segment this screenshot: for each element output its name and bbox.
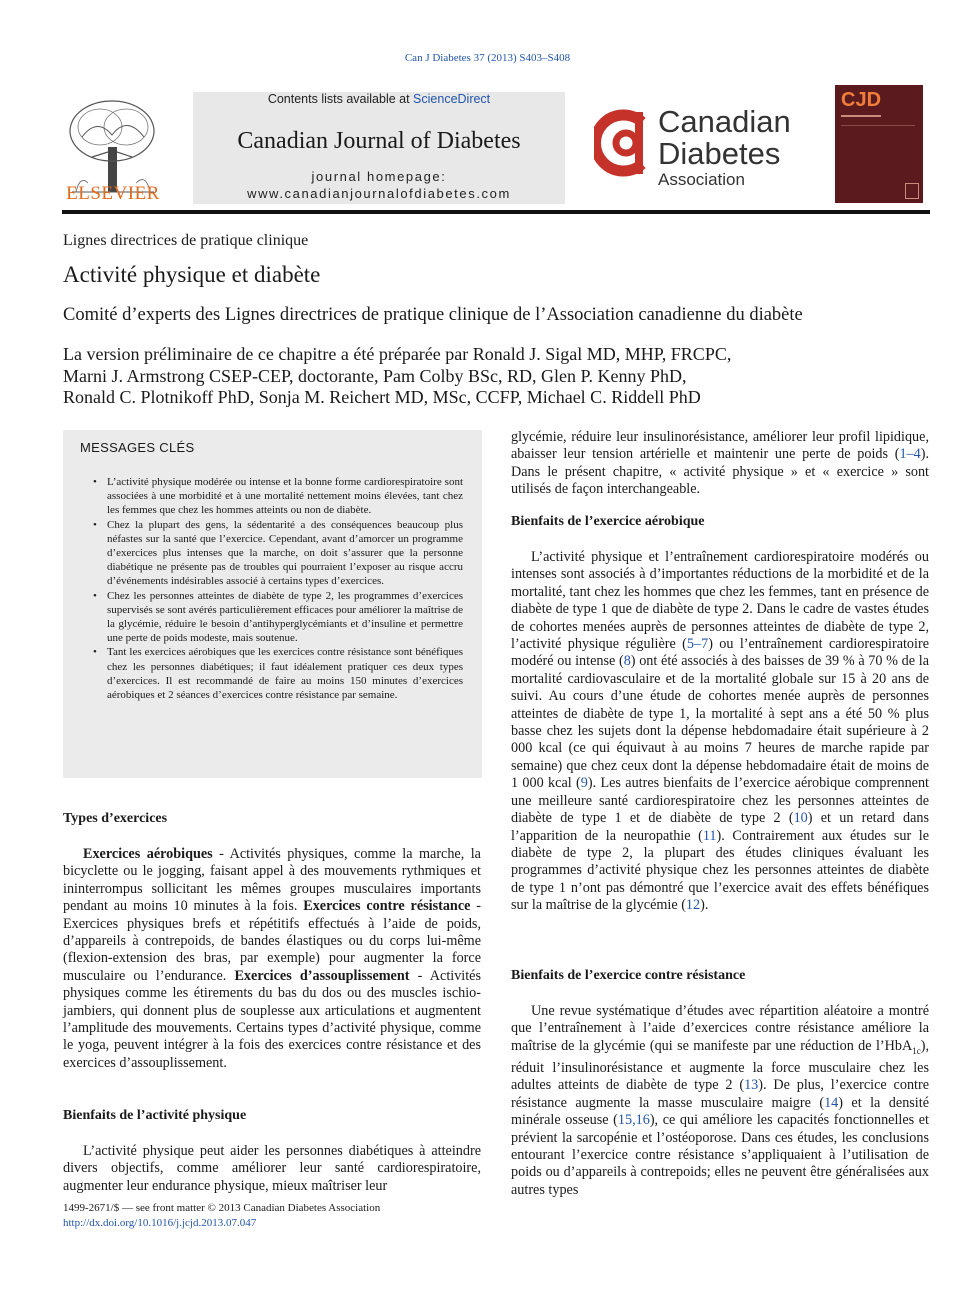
cover-elsevier-mark — [905, 183, 919, 199]
text-span: Une revue systématique d’études avec répartition aléatoire a montré que l’entraînement à l’aide d’exercices contre résistance améliore la maîtrise de la glycémie (qui se manifeste par une réduction de l’HbA — [511, 1003, 929, 1054]
cover-rule — [841, 115, 881, 117]
key-message-item: • Chez la plupart des gens, la sédentarité a des conséquences beaucoup plus néfastes sur la santé que l’exercice. Cependant, avant d’amorcer un programme d’exercices plus intenses que la marche, on doit s’assurer que la personne diabétique ne présente pas de troubles qui pourraient l’exposer au risque accru d’événements indésirables associé à certains types d’exercices. — [93, 518, 463, 589]
article-title: Activité physique et diabète — [63, 262, 321, 287]
text-resistance: - Exercices physiques brefs et répétitifs effectués à l’aide de poids, d’appareils à contrepoids, de bandes élastiques ou du corps lui-même (flexion-extension des bras, par exemple) pour augmenter la force musculaire ou l’endurance. — [63, 898, 481, 984]
benefits-activity-text: L’activité physique peut aider les personnes diabétiques à atteindre divers objectifs, comme améliorer leur santé cardiorespiratoire, augmenter leur endurance physique, mieux maîtriser leur — [63, 1143, 481, 1194]
header-rule — [62, 210, 930, 214]
cover-rule — [841, 125, 915, 126]
key-message-item: • L’activité physique modérée ou intense et la bonne forme cardiorespiratoire sont associées à une morbidité et à une mortalité nettement moins élevées, tant chez les femmes que chez les hommes atteints ou non de diabète. — [93, 475, 463, 518]
key-messages-title: MESSAGES CLÉS — [80, 440, 195, 455]
homepage-url[interactable]: www.canadianjournalofdiabetes.com — [247, 186, 511, 201]
heading-benefits-resistance: Bienfaits de l’exercice contre résistance — [511, 968, 746, 983]
sciencedirect-link[interactable]: ScienceDirect — [413, 92, 491, 106]
journal-homepage — [193, 168, 565, 202]
authors-line: La version préliminaire de ce chapitre a été préparée par Ronald J. Sigal MD, MHP, FRCPC, — [63, 344, 732, 364]
authors-line: Marni J. Armstrong CSEP-CEP, doctorante, Pam Colby BSc, RD, Glen P. Kenny PhD, — [63, 365, 687, 386]
heading-benefits-activity: Bienfaits de l’activité physique — [63, 1108, 247, 1123]
text-span: ) ou l’entraînement cardiorespiratoire modéré ou intense ( — [511, 636, 929, 670]
text-span: ). Dans le présent chapitre, « activité physique » et « exercice » sont utilisés de façon interchangeable. — [511, 446, 929, 498]
article-authors — [63, 344, 923, 409]
article-section-type: Lignes directrices de pratique clinique — [63, 232, 309, 249]
heading-types-exercices: Types d’exercices — [63, 811, 168, 826]
ref-link[interactable]: 15,16 — [617, 1112, 650, 1129]
text-flexibility: - Activités physiques comme les étirements du bas du dos ou des muscles ischio-jambiers, qui donnent plus de souplesse aux articulations et augmentent l’amplitude des mouvements. Certains types d’activité physique, comme le yoga, peuvent intégrer à la fois des exercices contre résistance et des exercices d’assouplissement. — [63, 967, 482, 1071]
term-aerobic: Exercices aérobiques — [83, 846, 213, 862]
elsevier-wordmark: ELSEVIER — [66, 183, 160, 204]
article-committee: Comité d’experts des Lignes directrices de pratique clinique de l’Association canadienne du diabète — [63, 305, 803, 325]
homepage-label: journal homepage: — [311, 169, 447, 184]
key-messages-list — [93, 475, 463, 702]
cover-title: CJD — [841, 89, 882, 111]
issn-line: 1499-2671/$ — see front matter © 2013 Canadian Diabetes Association — [63, 1202, 381, 1214]
text-span: ) ont été associés à des baisses de 39 % à 70 % de la mortalité cardiovasculaire et de la mortalité globale sur 15 à 20 ans de suivi. Au cours d’une étude de cohortes menée auprès de personnes atteintes de diabète de type 1, la mortalité à sept ans a été 50 % plus basse chez les sujets dont la dépense hebdomadaire était supérieure à 2 000 kcal (ce qui équivaut à au moins 7 heures de marche rapide par semaine) que chez ceux dont la dépense hebdomadaire était de moins de 1 000 kcal ( — [511, 653, 929, 792]
ref-link[interactable]: 12 — [685, 897, 701, 914]
key-message-item: • Tant les exercices aérobiques que les exercices contre résistance sont bénéfiques chez les personnes diabétiques; il faut idéalement pratiquer ces deux types d’exercices. Il est recommandé de faire au moins 150 minutes d’exercices aérobiques et 2 séances d’exercices contre résistance par semaine. — [93, 645, 463, 702]
journal-masthead — [193, 92, 565, 204]
text-span: ). Contrairement aux études sur le diabète de type 2, la plupart des études cliniques évaluant les programmes d’activité physique chez les personnes atteintes de diabète de type 1 n’ont pas démontré que l’exercice avait des effets bénéfiques sur la maîtrise de la glycémie ( — [511, 827, 929, 914]
journal-citation[interactable]: Can J Diabetes 37 (2013) S403–S408 — [404, 52, 571, 64]
ref-link[interactable]: 1–4 — [899, 446, 921, 463]
ref-link[interactable]: 5–7 — [686, 636, 709, 653]
ref-link[interactable]: 10 — [793, 810, 808, 827]
benefits-resistance-paragraph — [511, 1003, 929, 1199]
cda-monogram-icon — [594, 108, 656, 178]
term-resistance: Exercices contre résistance — [303, 898, 471, 915]
term-flexibility: Exercices d’assouplissement — [234, 967, 410, 984]
cda-word-canadian: Canadian — [658, 104, 791, 139]
key-message-item: • Chez les personnes atteintes de diabète de type 2, les programmes d’exercices supervisés se sont avérés particulièrement efficaces pour améliorer la maîtrise de la glycémie, réduire le besoin d’antihyperglycémiants et d’insuline et permettre une perte de poids modeste, mais soutenue. — [93, 589, 463, 646]
benefits-activity-paragraph — [63, 1143, 481, 1195]
text-aerobic: - Activités physiques, comme la marche, la bicyclette ou le jogging, faisant appel à des mouvements rythmiques et ininterrompus sollicitant les mêmes groupes musculaires importants pendant au moins 10 minutes à la fois. — [63, 846, 481, 915]
ref-link[interactable]: 14 — [824, 1094, 839, 1111]
text-span: ). — [700, 897, 709, 914]
cda-word-association: Association — [658, 170, 745, 189]
right-intro-paragraph — [511, 429, 929, 499]
ref-link[interactable]: 13 — [744, 1077, 759, 1094]
page-footer — [63, 1201, 380, 1231]
authors-line: Ronald C. Plotnikoff PhD, Sonja M. Reichert MD, MSc, CCFP, Michael C. Riddell PhD — [63, 387, 701, 407]
text-span: ), réduit l’insulinorésistance et augmente la force musculaire chez les adultes atteints de diabète de type 2 ( — [511, 1037, 929, 1094]
cda-word-diabetes: Diabetes — [658, 136, 781, 171]
text-span: ), ce qui améliore les capacités fonctionnelles et prévient la sarcopénie et l’ostéoporose. Dans ces études, les conclusions entourant l’exercice contre résistance s’appliquaient à l’utilisation de poids ou d’appareils à contrepoids; elles ne peuvent être généralisées aux autres types — [511, 1112, 929, 1198]
doi-link[interactable]: http://dx.doi.org/10.1016/j.jcjd.2013.07.047 — [63, 1217, 257, 1229]
text-span: ). De plus, l’exercice contre résistance augmente la masse musculaire maigre ( — [511, 1077, 929, 1111]
text-span: ) et la densité minérale osseuse ( — [511, 1094, 929, 1129]
ref-link[interactable]: 8 — [623, 653, 631, 670]
text-span: ). Les autres bienfaits de l’exercice aérobique comprennent une meilleure santé cardiorespiratoire chez les personnes atteintes de diabète de type 1 et de diabète de type 2 ( — [511, 775, 929, 827]
contents-prefix: Contents lists available at — [267, 92, 414, 106]
journal-title: Canadian Journal of Diabetes — [237, 128, 521, 154]
subscript: 1c — [912, 1045, 921, 1056]
benefits-aerobic-paragraph — [511, 549, 929, 915]
ref-link[interactable]: 9 — [580, 775, 588, 792]
heading-benefits-aerobic: Bienfaits de l’exercice aérobique — [511, 514, 705, 529]
contents-line — [193, 92, 565, 106]
ref-link[interactable]: 11 — [702, 827, 717, 844]
text-span: L’activité physique et l’entraînement cardiorespiratoire modérés ou intenses sont associés à d’importantes réductions de la morbidité et de la mortalité, tant chez les hommes que chez les femmes, tant en présence de diabète de type 1 que de diabète de type 2. Dans le cadre de vastes études de cohortes menées auprès de personnes atteintes de diabète de type 2, l’activité physique régulière ( — [511, 549, 929, 653]
cda-logo — [594, 104, 824, 194]
text-span: glycémie, réduire leur insulinorésistance, améliorer leur profil lipidique, abaisser leur tension artérielle et maintenir une perte de poids ( — [511, 429, 929, 463]
journal-cover-thumbnail[interactable] — [835, 85, 923, 203]
text-span: ) et un retard dans l’apparition de la neuropathie ( — [511, 810, 929, 844]
key-messages-box — [63, 430, 482, 778]
types-exercices-paragraph — [63, 846, 481, 1072]
